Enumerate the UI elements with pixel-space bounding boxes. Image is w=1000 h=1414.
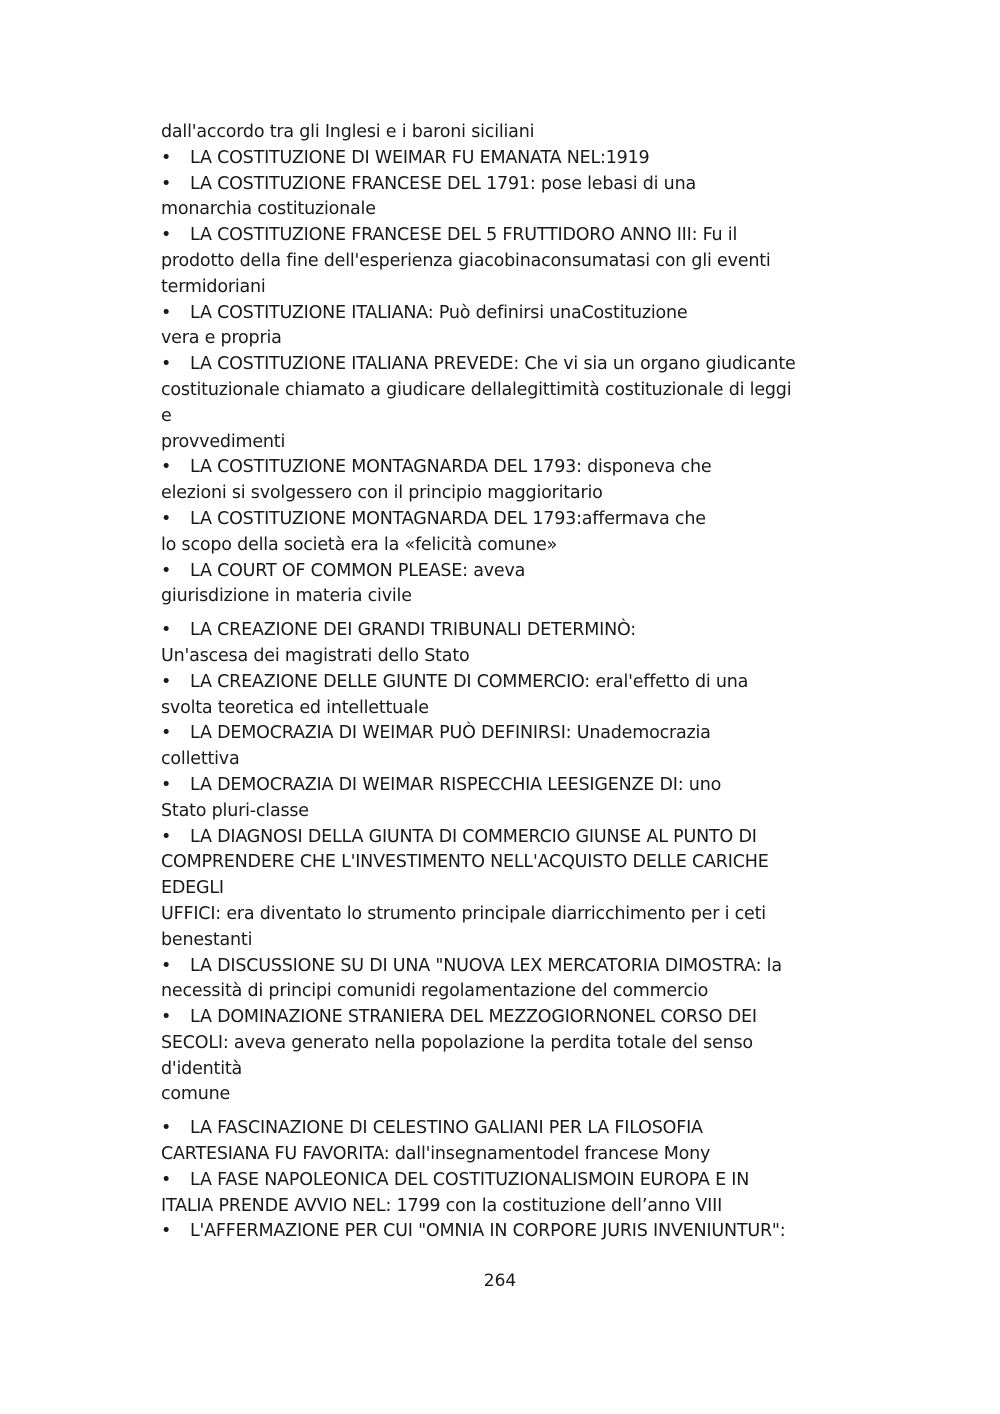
- line-text: collettiva: [161, 749, 240, 770]
- text-line: [161, 120, 841, 146]
- text-line: [161, 249, 841, 275]
- text-line: [161, 799, 841, 825]
- line-text: LA CREAZIONE DEI GRANDI TRIBUNALI DETERMINÒ:: [190, 620, 636, 641]
- bullet-marker: •: [161, 723, 172, 744]
- text-line: [161, 928, 841, 954]
- line-text: L'AFFERMAZIONE PER CUI "OMNIA IN CORPORE JURIS INVENIUNTUR":: [190, 1221, 786, 1242]
- line-text: LA DEMOCRAZIA DI WEIMAR PUÒ DEFINIRSI: Unademocrazia: [190, 723, 711, 744]
- bullet-marker: •: [161, 147, 172, 168]
- text-line: [161, 326, 841, 352]
- text-line: [161, 430, 841, 456]
- line-text: LA COSTITUZIONE FRANCESE DEL 1791: pose lebasi di una: [190, 173, 696, 194]
- bullet-marker: •: [161, 774, 172, 795]
- line-text: LA DISCUSSIONE SU DI UNA "NUOVA LEX MERCATORIA DIMOSTRA: la: [190, 955, 782, 976]
- line-text: Stato pluri-classe: [161, 800, 309, 821]
- bullet-line: [161, 146, 841, 172]
- text-line: [161, 876, 841, 902]
- line-text: LA FASCINAZIONE DI CELESTINO GALIANI PER LA FILOSOFIA: [190, 1118, 703, 1139]
- line-text: LA COSTITUZIONE DI WEIMAR FU EMANATA NEL:1919: [190, 147, 650, 168]
- text-line: [161, 979, 841, 1005]
- line-text: LA COSTITUZIONE FRANCESE DEL 5 FRUTTIDORO ANNO III: Fu il: [190, 225, 738, 246]
- line-text: comune: [161, 1084, 231, 1105]
- line-text: d'identità: [161, 1058, 243, 1079]
- line-text: EDEGLI: [161, 878, 224, 899]
- bullet-line: [161, 172, 841, 198]
- line-text: prodotto della fine dell'esperienza giacobinaconsumatasi con gli eventi: [161, 250, 771, 271]
- line-text: e: [161, 405, 172, 426]
- text-line: [161, 644, 841, 670]
- line-text: SECOLI: aveva generato nella popolazione la perdita totale del senso: [161, 1032, 753, 1053]
- text-line: [161, 275, 841, 301]
- bullet-line: [161, 507, 841, 533]
- text-line: [161, 584, 841, 610]
- line-text: giurisdizione in materia civile: [161, 586, 412, 607]
- line-text: LA DIAGNOSI DELLA GIUNTA DI COMMERCIO GIUNSE AL PUNTO DI: [190, 826, 757, 847]
- bullet-line: [161, 223, 841, 249]
- line-text: LA COURT OF COMMON PLEASE: aveva: [190, 560, 526, 581]
- bullet-marker: •: [161, 620, 172, 641]
- bullet-line: [161, 1116, 841, 1142]
- line-text: costituzionale chiamato a giudicare dellalegittimità costituzionale di leggi: [161, 379, 792, 400]
- page-number: 264: [483, 1271, 517, 1291]
- line-text: LA COSTITUZIONE ITALIANA: Può definirsi unaCostituzione: [190, 302, 688, 323]
- bullet-line: [161, 954, 841, 980]
- line-text: provvedimenti: [161, 431, 286, 452]
- line-text: termidoriani: [161, 276, 266, 297]
- bullet-line: [161, 618, 841, 644]
- line-text: elezioni si svolgessero con il principio maggioritario: [161, 483, 603, 504]
- bullet-marker: •: [161, 1007, 172, 1028]
- bullet-marker: •: [161, 508, 172, 529]
- bullet-marker: •: [161, 955, 172, 976]
- line-text: CARTESIANA FU FAVORITA: dall'insegnamentodel francese Mony: [161, 1144, 711, 1165]
- line-text: LA FASE NAPOLEONICA DEL COSTITUZIONALISMOIN EUROPA E IN: [190, 1169, 750, 1190]
- bullet-line: [161, 559, 841, 585]
- line-text: necessità di principi comunidi regolamentazione del commercio: [161, 981, 709, 1002]
- line-text: LA DOMINAZIONE STRANIERA DEL MEZZOGIORNONEL CORSO DEI: [190, 1007, 757, 1028]
- bullet-marker: •: [161, 1118, 172, 1139]
- text-line: [161, 1057, 841, 1083]
- bullet-marker: •: [161, 560, 172, 581]
- bullet-line: [161, 670, 841, 696]
- line-text: svolta teoretica ed intellettuale: [161, 697, 429, 718]
- bullet-line: [161, 1005, 841, 1031]
- bullet-line: [161, 301, 841, 327]
- line-text: LA COSTITUZIONE ITALIANA PREVEDE: Che vi sia un organo giudicante: [190, 354, 796, 375]
- bullet-marker: •: [161, 1169, 172, 1190]
- line-text: UFFICI: era diventato lo strumento principale diarricchimento per i ceti: [161, 903, 766, 924]
- bullet-line: [161, 773, 841, 799]
- text-line: [161, 850, 841, 876]
- bullet-line: [161, 1168, 841, 1194]
- bullet-line: [161, 1219, 841, 1245]
- bullet-line: [161, 352, 841, 378]
- bullet-line: [161, 825, 841, 851]
- text-line: [161, 1031, 841, 1057]
- bullet-marker: •: [161, 457, 172, 478]
- line-text: Un'ascesa dei magistrati dello Stato: [161, 645, 470, 666]
- text-line: [161, 696, 841, 722]
- line-text: benestanti: [161, 929, 253, 950]
- bullet-marker: •: [161, 173, 172, 194]
- text-line: [161, 378, 841, 404]
- bullet-marker: •: [161, 225, 172, 246]
- bullet-marker: •: [161, 302, 172, 323]
- bullet-marker: •: [161, 1221, 172, 1242]
- text-line: [161, 902, 841, 928]
- line-text: LA COSTITUZIONE MONTAGNARDA DEL 1793:affermava che: [190, 508, 706, 529]
- text-line: [161, 404, 841, 430]
- line-text: vera e propria: [161, 328, 282, 349]
- bullet-line: [161, 455, 841, 481]
- text-line: [161, 747, 841, 773]
- document-body: [161, 120, 841, 1245]
- line-text: LA CREAZIONE DELLE GIUNTE DI COMMERCIO: eral'effetto di una: [190, 671, 749, 692]
- bullet-marker: •: [161, 354, 172, 375]
- line-text: dall'accordo tra gli Inglesi e i baroni siciliani: [161, 122, 535, 142]
- line-text: COMPRENDERE CHE L'INVESTIMENTO NELL'ACQUISTO DELLE CARICHE: [161, 852, 769, 873]
- bullet-marker: •: [161, 826, 172, 847]
- line-text: lo scopo della società era la «felicità comune»: [161, 534, 558, 555]
- line-text: ITALIA PRENDE AVVIO NEL: 1799 con la costituzione dell’anno VIII: [161, 1195, 723, 1216]
- text-line: [161, 1194, 841, 1220]
- line-text: LA DEMOCRAZIA DI WEIMAR RISPECCHIA LEESIGENZE DI: uno: [190, 774, 722, 795]
- text-line: [161, 533, 841, 559]
- text-line: [161, 1142, 841, 1168]
- text-line: [161, 1082, 841, 1108]
- bullet-marker: •: [161, 671, 172, 692]
- line-text: monarchia costituzionale: [161, 199, 376, 220]
- line-text: LA COSTITUZIONE MONTAGNARDA DEL 1793: disponeva che: [190, 457, 712, 478]
- bullet-line: [161, 721, 841, 747]
- text-line: [161, 481, 841, 507]
- text-line: [161, 197, 841, 223]
